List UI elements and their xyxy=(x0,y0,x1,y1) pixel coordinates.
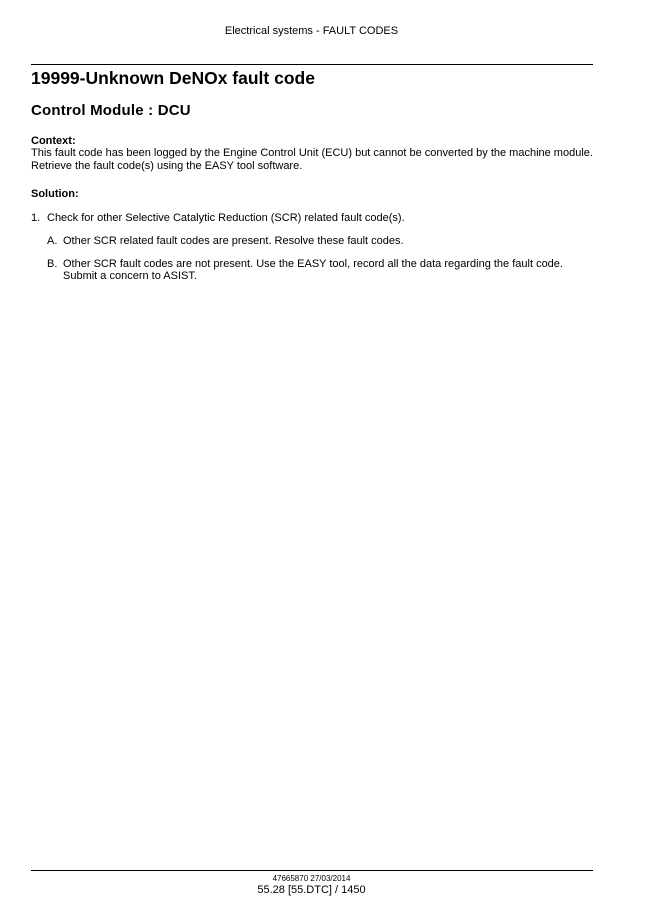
substep-letter: A. xyxy=(47,235,58,247)
page-reference: 55.28 [55.DTC] / 1450 xyxy=(257,884,366,896)
fault-code-title: 19999-Unknown DeNOx fault code xyxy=(31,68,315,88)
context-section xyxy=(31,135,594,173)
substep-text: Other SCR related fault codes are present. Resolve these fault codes. xyxy=(63,235,404,247)
solution-steps xyxy=(31,212,594,282)
solution-step xyxy=(31,212,594,282)
step-text: Check for other Selective Catalytic Reduction (SCR) related fault code(s). xyxy=(47,212,405,224)
control-module-subtitle: Control Module : DCU xyxy=(31,102,191,119)
context-line: Retrieve the fault code(s) using the EASY tool software. xyxy=(31,160,303,172)
footer-divider xyxy=(31,870,593,871)
substep-list xyxy=(31,235,594,282)
document-body xyxy=(31,67,594,282)
header-divider xyxy=(31,64,593,65)
page-footer xyxy=(0,874,623,897)
substep-text: Other SCR fault codes are not present. Use the EASY tool, record all the data regarding the fault code. Submit a concern to ASIST. xyxy=(63,258,563,282)
solution-section xyxy=(31,188,594,282)
context-label: Context: xyxy=(31,135,76,147)
running-header: Electrical systems - FAULT CODES xyxy=(224,25,399,37)
step-number: 1. xyxy=(31,212,41,224)
substep-letter: B. xyxy=(47,258,58,270)
substep-item xyxy=(47,258,594,282)
substep-item xyxy=(47,235,594,247)
document-id-date: 47665870 27/03/2014 xyxy=(272,874,351,883)
solution-label: Solution: xyxy=(31,188,79,200)
context-line: This fault code has been logged by the Engine Control Unit (ECU) but cannot be converted by the machine module. xyxy=(31,147,593,159)
